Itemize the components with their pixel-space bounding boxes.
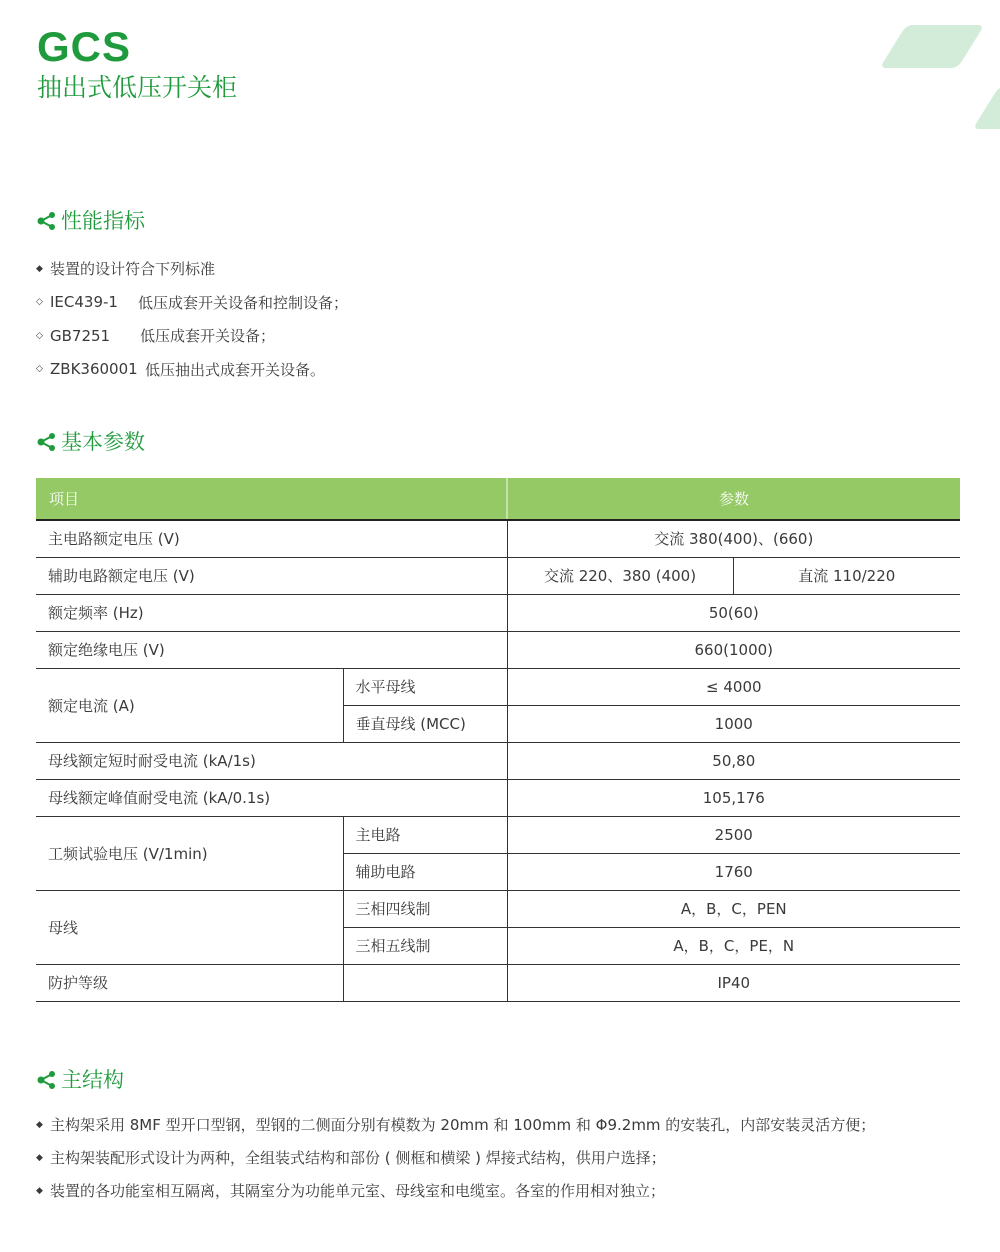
row-value: 交流 380(400)、(660) <box>507 520 960 557</box>
standards-list <box>36 252 348 386</box>
row-value: 660(1000) <box>507 631 960 668</box>
product-subtitle: 抽出式低压开关柜 <box>37 73 238 102</box>
row-value: IP40 <box>507 964 960 1001</box>
table-row <box>36 668 960 705</box>
row-label: 母线 <box>36 890 343 964</box>
table-row <box>36 742 960 779</box>
row-value: 2500 <box>507 816 960 853</box>
row-sublabel: 三相四线制 <box>343 890 507 927</box>
row-value: 105,176 <box>507 779 960 816</box>
decor-parallelogram-small <box>973 86 1000 129</box>
row-label: 母线额定短时耐受电流 (kA/1s) <box>36 742 507 779</box>
row-sublabel-empty <box>343 964 507 1001</box>
filled-diamond-bullet-icon: ◆ <box>36 1152 43 1163</box>
row-value: A，B，C，PE，N <box>507 927 960 964</box>
hollow-diamond-bullet-icon: ◇ <box>36 330 43 341</box>
list-item <box>36 353 348 387</box>
filled-diamond-bullet-icon: ◆ <box>36 263 43 274</box>
section-title: 主结构 <box>61 1068 124 1092</box>
list-item <box>36 1174 875 1207</box>
table-row <box>36 594 960 631</box>
share-icon <box>36 1069 58 1091</box>
row-label: 防护等级 <box>36 964 343 1001</box>
column-header-param: 参数 <box>507 478 960 520</box>
section-heading-performance <box>36 207 145 235</box>
row-sublabel: 三相五线制 <box>343 927 507 964</box>
row-value: A，B，C，PEN <box>507 890 960 927</box>
structure-list <box>36 1108 875 1207</box>
row-value: 50,80 <box>507 742 960 779</box>
share-icon <box>36 210 58 232</box>
standard-code: GB7251 <box>50 326 111 345</box>
filled-diamond-bullet-icon: ◆ <box>36 1119 43 1130</box>
row-sublabel: 垂直母线 (MCC) <box>343 705 507 742</box>
section-title: 性能指标 <box>61 209 145 233</box>
table-row <box>36 779 960 816</box>
standard-code: ZBK360001 <box>50 360 138 379</box>
row-value: 50(60) <box>507 594 960 631</box>
table-row <box>36 964 960 1001</box>
row-label: 额定电流 (A) <box>36 668 343 742</box>
row-value-ac: 交流 220、380 (400) <box>507 557 733 594</box>
parameter-table <box>36 478 960 1002</box>
section-heading-params <box>36 428 145 456</box>
standard-desc: 低压抽出式成套开关设备。 <box>145 360 326 379</box>
structure-item-text: 主构架装配形式设计为两种，全组装式结构和部份 ( 侧框和横梁 ) 焊接式结构，供用户选择； <box>50 1149 666 1167</box>
column-header-item: 项目 <box>36 478 507 520</box>
row-label: 额定频率 (Hz) <box>36 594 507 631</box>
section-title: 基本参数 <box>61 430 145 454</box>
row-label: 母线额定峰值耐受电流 (kA/0.1s) <box>36 779 507 816</box>
row-sublabel: 水平母线 <box>343 668 507 705</box>
filled-diamond-bullet-icon: ◆ <box>36 1185 43 1196</box>
row-value: ≤ 4000 <box>507 668 960 705</box>
table-row <box>36 890 960 927</box>
row-value-dc: 直流 110/220 <box>733 557 960 594</box>
standards-intro: 装置的设计符合下列标准 <box>50 260 216 279</box>
row-label: 额定绝缘电压 (V) <box>36 631 507 668</box>
list-item <box>36 319 348 353</box>
list-item <box>36 1141 875 1174</box>
table-row <box>36 557 960 594</box>
list-item <box>36 1108 875 1141</box>
table-row <box>36 631 960 668</box>
table-row <box>36 816 960 853</box>
decor-parallelogram-large <box>880 25 985 68</box>
standard-code: IEC439-1 <box>50 293 118 312</box>
row-sublabel: 主电路 <box>343 816 507 853</box>
list-item <box>36 252 348 286</box>
row-value: 1000 <box>507 705 960 742</box>
structure-item-text: 装置的各功能室相互隔离，其隔室分为功能单元室、母线室和电缆室。各室的作用相对独立； <box>50 1182 666 1200</box>
table-row <box>36 520 960 557</box>
standard-desc: 低压成套开关设备和控制设备； <box>138 293 349 312</box>
list-item <box>36 286 348 320</box>
section-heading-structure <box>36 1066 124 1094</box>
row-label: 辅助电路额定电压 (V) <box>36 557 507 594</box>
share-icon <box>36 431 58 453</box>
structure-item-text: 主构架采用 8MF 型开口型钢，型钢的二侧面分别有模数为 20mm 和 100mm 和 Φ9.2mm 的安装孔，内部安装灵活方便； <box>50 1116 876 1134</box>
table-header-row <box>36 478 960 520</box>
hollow-diamond-bullet-icon: ◇ <box>36 297 43 308</box>
row-label: 工频试验电压 (V/1min) <box>36 816 343 890</box>
row-value: 1760 <box>507 853 960 890</box>
row-label: 主电路额定电压 (V) <box>36 520 507 557</box>
standard-desc: 低压成套开关设备； <box>140 327 276 346</box>
hollow-diamond-bullet-icon: ◇ <box>36 364 43 375</box>
product-code-title: GCS <box>37 23 132 70</box>
row-sublabel: 辅助电路 <box>343 853 507 890</box>
